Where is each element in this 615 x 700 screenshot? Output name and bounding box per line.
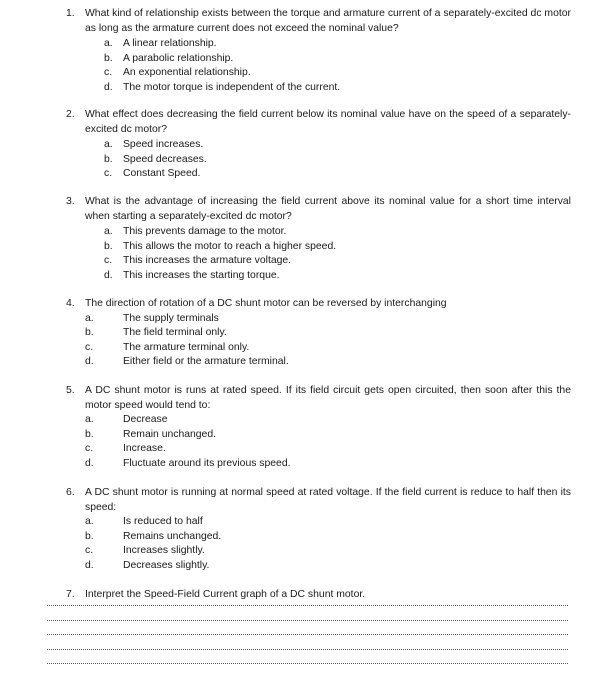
- option-item: [66, 326, 571, 341]
- option-text: Decrease: [123, 414, 168, 426]
- option-item: [66, 81, 571, 96]
- question-5: [66, 384, 571, 472]
- option-item: [66, 559, 571, 574]
- question-number: 7.: [66, 589, 75, 600]
- question-text: The direction of rotation of a DC shunt motor can be reversed by interchanging: [85, 298, 447, 309]
- option-text: Either field or the armature terminal.: [123, 356, 289, 368]
- option-list: [66, 312, 571, 370]
- option-letter: b.: [104, 240, 113, 252]
- option-item: [66, 413, 571, 428]
- option-list: [66, 225, 571, 283]
- question-number: 6.: [66, 487, 75, 498]
- answer-line: [47, 663, 568, 664]
- question-number: 5.: [66, 385, 75, 396]
- option-letter: d.: [85, 457, 94, 469]
- option-item: [66, 457, 571, 472]
- answer-line: [47, 649, 568, 650]
- option-list: [66, 515, 571, 573]
- option-item: [66, 138, 571, 153]
- option-letter: b.: [104, 153, 113, 165]
- option-item: [66, 254, 571, 269]
- question-text: A DC shunt motor is running at normal speed at rated voltage. If the field current is reduce to half then its speed:: [85, 487, 571, 513]
- option-letter: d.: [104, 81, 113, 93]
- question-7: [66, 588, 571, 603]
- option-text: An exponential relationship.: [123, 67, 251, 79]
- option-item: [66, 269, 571, 284]
- question-text: What is the advantage of increasing the field current above its nominal value for a short time interval when starting a separately-excited dc motor?: [85, 196, 571, 222]
- option-letter: b.: [85, 530, 94, 542]
- option-text: This allows the motor to reach a higher speed.: [123, 240, 337, 252]
- question-number: 1.: [66, 8, 75, 19]
- question-2: [66, 108, 571, 182]
- option-item: [66, 355, 571, 370]
- option-text: This increases the armature voltage.: [123, 255, 292, 267]
- option-letter: c.: [104, 67, 113, 79]
- option-text: Remain unchanged.: [123, 428, 217, 440]
- option-item: [66, 153, 571, 168]
- option-text: Speed increases.: [123, 139, 204, 151]
- option-item: [66, 37, 571, 52]
- answer-line: [47, 634, 568, 635]
- option-text: This prevents damage to the motor.: [123, 226, 287, 238]
- option-letter: b.: [85, 327, 94, 339]
- question-text: What effect does decreasing the field current below its nominal value have on the speed of a separately-excited dc motor?: [85, 109, 571, 135]
- option-letter: a.: [104, 38, 113, 50]
- option-text: Speed decreases.: [123, 153, 207, 165]
- option-item: [66, 530, 571, 545]
- option-item: [66, 341, 571, 356]
- option-item: [66, 240, 571, 255]
- option-item: [66, 66, 571, 81]
- option-text: Fluctuate around its previous speed.: [123, 457, 291, 469]
- option-text: The armature terminal only.: [123, 341, 250, 353]
- option-text: A linear relationship.: [123, 38, 217, 50]
- answer-lines: [47, 605, 568, 678]
- answer-line: [47, 620, 568, 621]
- option-item: [66, 544, 571, 559]
- option-text: Constant Speed.: [123, 168, 201, 180]
- question-3: [66, 195, 571, 284]
- question-text: Interpret the Speed-Field Current graph of a DC shunt motor.: [85, 589, 366, 600]
- option-text: The field terminal only.: [123, 327, 227, 339]
- option-item: [66, 515, 571, 530]
- option-letter: d.: [85, 559, 94, 571]
- option-letter: a.: [85, 516, 94, 528]
- option-list: [66, 413, 571, 471]
- option-item: [66, 167, 571, 182]
- option-letter: c.: [85, 341, 94, 353]
- option-letter: a.: [104, 139, 113, 151]
- question-number: 4.: [66, 298, 75, 309]
- option-text: Is reduced to half: [123, 516, 203, 528]
- option-text: Remains unchanged.: [123, 530, 222, 542]
- option-item: [66, 52, 571, 67]
- option-letter: c.: [104, 255, 113, 267]
- option-letter: d.: [104, 269, 113, 281]
- option-item: [66, 312, 571, 327]
- question-1: [66, 7, 571, 96]
- option-text: A parabolic relationship.: [123, 52, 234, 64]
- question-4: [66, 297, 571, 370]
- question-text: A DC shunt motor is runs at rated speed. If its field circuit gets open circuited, then soon after this the motor speed would tend to:: [85, 385, 571, 411]
- option-letter: c.: [85, 545, 94, 557]
- question-number: 3.: [66, 196, 75, 207]
- option-text: The supply terminals: [123, 312, 219, 324]
- option-text: This increases the starting torque.: [123, 269, 280, 281]
- option-letter: c.: [85, 443, 94, 455]
- option-item: [66, 442, 571, 457]
- option-text: Decreases slightly.: [123, 559, 210, 571]
- question-6: [66, 486, 571, 574]
- option-letter: a.: [104, 226, 113, 238]
- option-letter: d.: [85, 356, 94, 368]
- option-letter: b.: [85, 428, 94, 440]
- option-item: [66, 225, 571, 240]
- option-text: The motor torque is independent of the current.: [123, 81, 341, 93]
- option-text: Increase.: [123, 443, 166, 455]
- option-item: [66, 428, 571, 443]
- option-letter: c.: [104, 168, 113, 180]
- option-list: [66, 37, 571, 95]
- question-number: 2.: [66, 109, 75, 120]
- option-letter: a.: [85, 312, 94, 324]
- option-letter: b.: [104, 52, 113, 64]
- option-list: [66, 138, 571, 182]
- answer-line: [47, 605, 568, 606]
- option-letter: a.: [85, 414, 94, 426]
- option-text: Increases slightly.: [123, 545, 205, 557]
- question-text: What kind of relationship exists between the torque and armature current of a separately-excited dc motor as long as the armature current does not exceed the nominal value?: [85, 8, 571, 34]
